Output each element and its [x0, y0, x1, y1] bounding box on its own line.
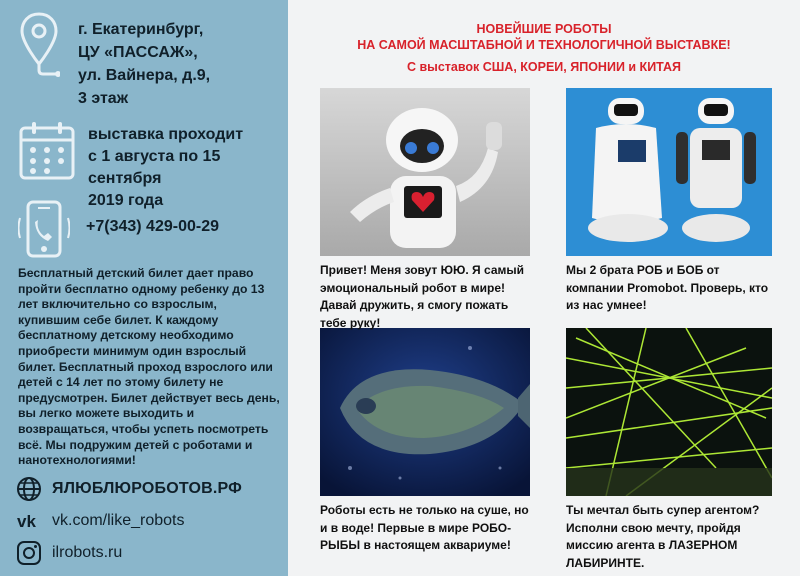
address-text: г. Екатеринбург, ЦУ «ПАССАЖ», ул. Вайнера, д.9, 3 этаж — [78, 21, 211, 107]
phone-block — [18, 200, 219, 258]
header-title: НОВЕЙШИЕ РОБОТЫ — [476, 22, 612, 36]
header-origin: С выставок США, КОРЕИ, ЯПОНИИ и КИТАЯ — [406, 60, 682, 74]
info-panel — [0, 0, 288, 576]
location-pin-icon — [18, 10, 60, 100]
card-caption: Мы 2 брата РОБ и БОБ от компании Promobot. Проверь, кто из нас умнее! — [566, 263, 769, 312]
robot-yuyu-photo — [320, 88, 530, 256]
instagram-link[interactable] — [16, 540, 122, 566]
exhibits-panel — [288, 0, 800, 576]
website-text: ЯЛЮБЛЮРОБОТОВ.РФ — [52, 480, 243, 497]
card-caption: Ты мечтал быть супер агентом? Исполни свою мечту, пройдя миссию агента в ЛАЗЕРНОМ ЛАБИРИНТЕ. — [566, 503, 760, 570]
instagram-text: ilrobots.ru — [52, 544, 123, 561]
globe-icon — [16, 476, 42, 502]
phone-icon — [18, 200, 70, 258]
phone-number[interactable]: +7(343) 429-00-29 — [86, 218, 219, 235]
instagram-icon — [16, 540, 42, 566]
vk-icon — [16, 510, 42, 532]
svg-text:vk: vk — [17, 512, 36, 531]
ticket-info: Бесплатный детский билет дает право пройти бесплатно одному ребенку до 13 лет включительно со взрослым, купившим себе билет. К каждому бесплатному детскому необходимо приобрести минимум один взрослый билет. Бесплатный проход взрослого или детей с 14 лет по этому билету не предусмотрен. Билет действует весь день, вы легко можете выходить и возвращаться, чтобы успеть посмотреть всё. Мы подружим детей с роботами и нанотехнологиями! — [18, 266, 280, 468]
address-block — [18, 10, 210, 110]
card-caption: Роботы есть не только на суше, но и в воде! Первые в мире РОБО-РЫБЫ в настоящем аквариуме! — [320, 503, 529, 552]
robot-promobot-photo — [566, 88, 772, 256]
robo-fish-photo — [320, 328, 530, 496]
header-subtitle: НА САМОЙ МАСШТАБНОЙ И ТЕХНОЛОГИЧНОЙ ВЫСТАВКЕ! — [357, 38, 731, 52]
website-link[interactable] — [16, 476, 242, 502]
dates-text: выставка проходит с 1 августа по 15 сентября 2019 года — [88, 126, 244, 209]
card-caption: Привет! Меня зовут ЮЮ. Я самый эмоциональный робот в мире! Давай дружить, я смогу пожать тебе руку! — [320, 263, 525, 330]
dates-block — [18, 120, 288, 212]
vk-text: vk.com/like_robots — [52, 512, 185, 529]
vk-link[interactable] — [16, 510, 185, 532]
calendar-icon — [18, 120, 76, 182]
laser-maze-photo — [566, 328, 772, 496]
